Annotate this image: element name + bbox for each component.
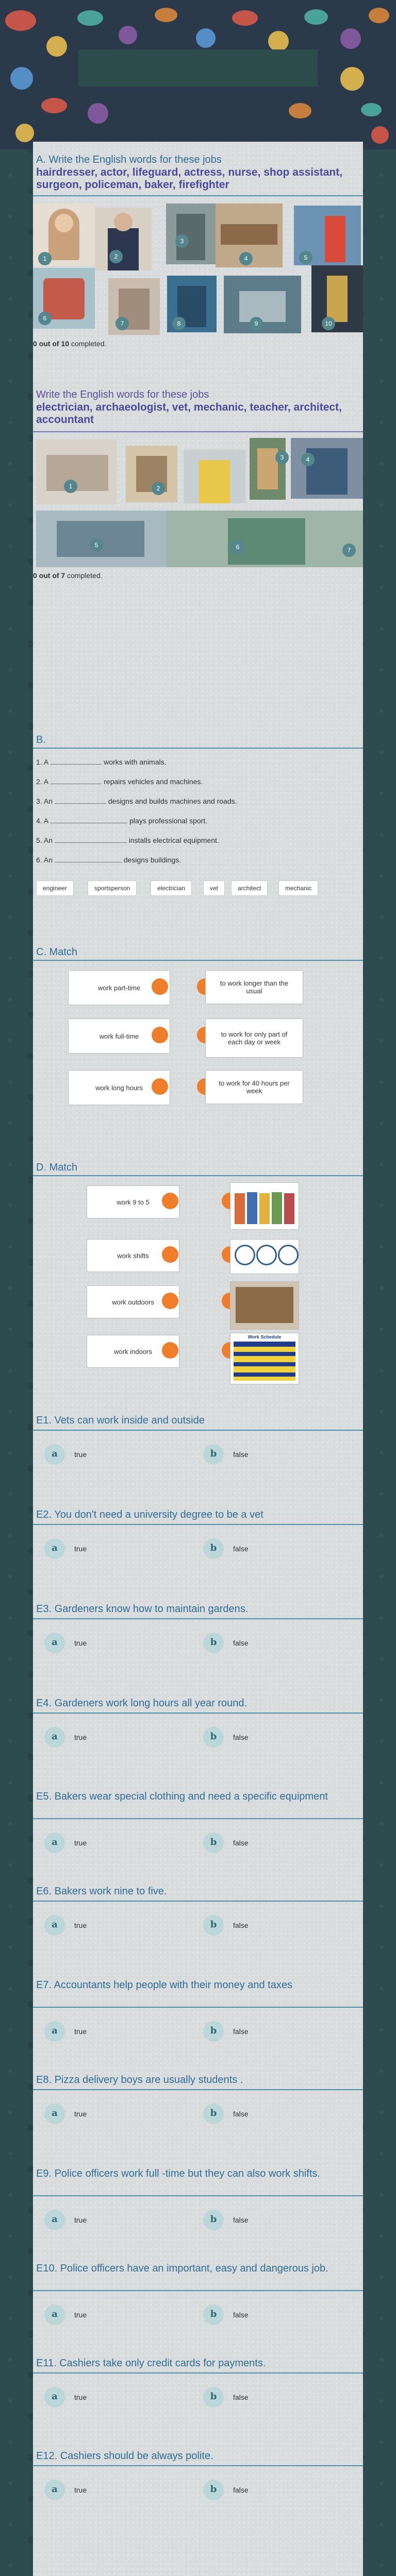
match-left-1[interactable]: work part-time: [68, 970, 170, 1005]
divider: [33, 960, 363, 961]
schedule-title: Work Schedule: [248, 1334, 282, 1340]
option-a-badge[interactable]: a: [44, 2480, 65, 2500]
question-text: E3. Gardeners know how to maintain gardens.: [36, 1603, 249, 1615]
divider: [33, 1175, 363, 1176]
section-a-progress: 0 out of 10 completed.: [33, 340, 107, 348]
divider: [33, 431, 363, 432]
question-e11: [33, 2357, 363, 2445]
job-photo-2: [95, 208, 152, 270]
divider: [33, 1901, 363, 1902]
match-connector-left-4[interactable]: [162, 1342, 178, 1359]
divider: [33, 2465, 363, 2466]
option-true-label[interactable]: true: [74, 2110, 87, 2118]
option-b-badge[interactable]: b: [203, 2480, 224, 2500]
section-a2-word-list: electrician, archaeologist, vet, mechanic, teacher, architect, accountant: [36, 401, 342, 426]
option-b-badge[interactable]: b: [203, 1633, 224, 1653]
sentence-5: 5. An installs electrical equipment.: [36, 836, 219, 844]
option-false-label[interactable]: false: [233, 1839, 249, 1847]
option-b-badge[interactable]: b: [203, 1833, 224, 1853]
question-text: E7. Accountants help people with their money and taxes: [36, 1979, 292, 1991]
option-false-label[interactable]: false: [233, 2393, 249, 2401]
divider: [33, 1524, 363, 1525]
option-b-badge[interactable]: b: [203, 1444, 224, 1465]
section-c-heading: C. Match: [36, 946, 78, 958]
section-a-word-list: hairdresser, actor, lifeguard, actress, nurse, shop assistant, surgeon, policeman, baker, firefighter: [36, 166, 343, 191]
drop-target-6[interactable]: 6: [38, 312, 52, 325]
job-photo-a2-7: [166, 511, 363, 567]
option-false-label[interactable]: false: [233, 1450, 249, 1459]
section-a2: [33, 389, 363, 667]
sentence-2: 2. A repairs vehicles and machines.: [36, 777, 203, 786]
drop-target-a2-1[interactable]: 1: [64, 480, 77, 493]
match-left-2[interactable]: work full-time: [68, 1019, 170, 1054]
section-d-heading: D. Match: [36, 1162, 78, 1173]
option-true-label[interactable]: true: [74, 2216, 87, 2224]
divider: [33, 1430, 363, 1431]
match-right-1[interactable]: to work longer than the usual: [205, 970, 303, 1004]
option-false-label[interactable]: false: [233, 1733, 249, 1741]
option-true-label[interactable]: true: [74, 1839, 87, 1847]
divider: [33, 2372, 363, 2374]
question-text: E6. Bakers work nine to five.: [36, 1886, 167, 1897]
divider: [33, 748, 363, 749]
drop-target-a2-5[interactable]: 5: [90, 538, 103, 552]
question-e2: [33, 1509, 363, 1596]
question-text: E9. Police officers work full -time but they can also work shifts.: [36, 2168, 320, 2179]
match-left-3[interactable]: work outdoors: [87, 1285, 179, 1318]
option-true-label[interactable]: true: [74, 2027, 87, 2036]
job-photo-3: [166, 204, 216, 264]
word-chip-sportsperson[interactable]: sportsperson: [88, 880, 137, 896]
question-text: E1. Vets can work inside and outside: [36, 1415, 205, 1426]
option-true-label[interactable]: true: [74, 1639, 87, 1647]
drop-target-3[interactable]: 3: [175, 234, 189, 248]
job-photo-a2-4: [250, 438, 286, 500]
drop-target-5[interactable]: 5: [299, 251, 312, 264]
option-a-badge[interactable]: a: [44, 1915, 65, 1936]
section-c: [33, 946, 363, 1116]
question-e12: [33, 2450, 363, 2537]
question-e5: [33, 1790, 363, 1878]
drop-target-a2-7[interactable]: 7: [342, 544, 356, 557]
divider: [33, 2089, 363, 2090]
question-text: E8. Pizza delivery boys are usually students .: [36, 2074, 243, 2086]
match-image-team[interactable]: [230, 1182, 299, 1230]
drop-target-2[interactable]: 2: [109, 250, 123, 263]
question-e4: [33, 1697, 363, 1785]
job-photo-a2-1: [36, 439, 117, 504]
option-false-label[interactable]: false: [233, 1639, 249, 1647]
job-photo-a2-3: [184, 450, 245, 503]
option-b-badge[interactable]: b: [203, 1538, 224, 1559]
job-photo-10: [311, 265, 363, 332]
section-d: [33, 1162, 363, 1388]
sentence-1: 1. A works with animals.: [36, 758, 167, 766]
divider: [33, 1818, 363, 1819]
question-text: E5. Bakers wear special clothing and need a specific equipment: [36, 1791, 328, 1802]
option-a-badge[interactable]: a: [44, 1833, 65, 1853]
section-a2-progress: 0 out of 7 completed.: [33, 571, 103, 580]
answer-blank-6[interactable]: [55, 855, 122, 862]
option-false-label[interactable]: false: [233, 1545, 249, 1553]
section-b-heading: B.: [36, 734, 46, 745]
divider: [33, 2007, 363, 2008]
section-a-heading: A. Write the English words for these jobs: [36, 154, 222, 165]
option-a-badge[interactable]: a: [44, 2104, 65, 2124]
option-false-label[interactable]: false: [233, 2486, 249, 2494]
section-a2-heading: Write the English words for these jobs: [36, 389, 209, 400]
option-b-badge[interactable]: b: [203, 2387, 224, 2408]
title-box: [78, 49, 318, 87]
match-image-schedule[interactable]: [230, 1333, 299, 1384]
drop-target-a2-3[interactable]: 3: [275, 451, 289, 464]
question-text: E11. Cashiers take only credit cards for payments.: [36, 2358, 266, 2369]
section-b: [33, 734, 363, 892]
answer-blank-3[interactable]: [55, 796, 106, 804]
question-e9: [33, 2167, 363, 2255]
option-false-label[interactable]: false: [233, 1921, 249, 1929]
option-a-badge[interactable]: a: [44, 1538, 65, 1559]
match-connector-left-2[interactable]: [152, 1027, 168, 1043]
drop-target-a2-4[interactable]: 4: [301, 453, 315, 466]
option-true-label[interactable]: true: [74, 2393, 87, 2401]
match-connector-left-3[interactable]: [152, 1078, 168, 1095]
answer-blank-1[interactable]: [50, 757, 102, 765]
match-left-1[interactable]: work 9 to 5: [87, 1185, 179, 1218]
drop-target-8[interactable]: 8: [172, 317, 186, 330]
option-a-badge[interactable]: a: [44, 2210, 65, 2230]
option-b-badge[interactable]: b: [203, 2210, 224, 2230]
header-banner: [0, 0, 396, 149]
sentence-6: 6. An designs buildings.: [36, 856, 181, 864]
question-text: E4. Gardeners work long hours all year round.: [36, 1698, 248, 1709]
option-b-badge[interactable]: b: [203, 2104, 224, 2124]
option-true-label[interactable]: true: [74, 2311, 87, 2319]
drop-target-4[interactable]: 4: [239, 252, 253, 265]
option-true-label[interactable]: true: [74, 2486, 87, 2494]
match-left-3[interactable]: work long hours: [68, 1070, 170, 1105]
question-e8: [33, 2074, 363, 2161]
sentence-3: 3. An designs and builds machines and roads.: [36, 797, 237, 805]
match-connector-left-2[interactable]: [162, 1246, 178, 1263]
option-b-badge[interactable]: b: [203, 2021, 224, 2042]
job-photo-a2-5: [291, 438, 363, 499]
option-b-badge[interactable]: b: [203, 1727, 224, 1748]
match-image-outdoors[interactable]: [230, 1281, 299, 1330]
drop-target-1[interactable]: 1: [38, 252, 52, 265]
option-a-badge[interactable]: a: [44, 1444, 65, 1465]
answer-blank-4[interactable]: [50, 816, 127, 823]
option-false-label[interactable]: false: [233, 2027, 249, 2036]
divider: [33, 2195, 363, 2196]
divider: [33, 195, 363, 196]
divider: [33, 1618, 363, 1619]
match-right-3[interactable]: to work for 40 hours per week: [205, 1070, 303, 1104]
option-true-label[interactable]: true: [74, 1733, 87, 1741]
answer-blank-5[interactable]: [55, 835, 127, 843]
match-connector-left-1[interactable]: [162, 1193, 178, 1209]
drop-target-7[interactable]: 7: [116, 317, 129, 330]
match-right-2[interactable]: to work for only part of each day or week: [205, 1019, 303, 1058]
question-e1: [33, 1414, 363, 1502]
answer-blank-2[interactable]: [50, 776, 102, 784]
question-e3: [33, 1603, 363, 1690]
option-a-badge[interactable]: a: [44, 2387, 65, 2408]
word-chip-vet[interactable]: vet: [203, 880, 225, 896]
word-chip-architect[interactable]: architect: [231, 880, 268, 896]
option-b-badge[interactable]: b: [203, 1915, 224, 1936]
word-chip-electrician[interactable]: electrician: [151, 880, 192, 896]
question-text: E2. You don't need a university degree to be a vet: [36, 1509, 263, 1520]
question-e6: [33, 1885, 363, 1973]
word-chip-mechanic[interactable]: mechanic: [278, 880, 318, 896]
drop-target-a2-6[interactable]: 6: [231, 540, 244, 554]
sentence-4: 4. A plays professional sport.: [36, 817, 208, 825]
word-chip-engineer[interactable]: engineer: [36, 880, 74, 896]
worksheet-page: [33, 142, 363, 2576]
option-a-badge[interactable]: a: [44, 2021, 65, 2042]
option-true-label[interactable]: true: [74, 1450, 87, 1459]
drop-target-9[interactable]: 9: [250, 317, 263, 330]
option-true-label[interactable]: true: [74, 1545, 87, 1553]
option-false-label[interactable]: false: [233, 2216, 249, 2224]
option-a-badge[interactable]: a: [44, 2304, 65, 2325]
match-connector-left-1[interactable]: [152, 978, 168, 995]
option-true-label[interactable]: true: [74, 1921, 87, 1929]
match-connector-left-3[interactable]: [162, 1293, 178, 1309]
job-photo-a2-2: [126, 446, 177, 502]
drop-target-10[interactable]: 10: [322, 317, 335, 330]
option-a-badge[interactable]: a: [44, 1633, 65, 1653]
question-text: E10. Police officers have an important, easy and dangerous job.: [36, 2263, 328, 2274]
match-left-4[interactable]: work indoors: [87, 1335, 179, 1368]
section-a: [33, 142, 363, 415]
option-a-badge[interactable]: a: [44, 1727, 65, 1748]
match-image-clocks[interactable]: [230, 1239, 299, 1274]
drop-target-a2-2[interactable]: 2: [152, 482, 165, 495]
divider: [33, 2290, 363, 2291]
option-b-badge[interactable]: b: [203, 2304, 224, 2325]
option-false-label[interactable]: false: [233, 2110, 249, 2118]
match-left-2[interactable]: work shifts: [87, 1239, 179, 1272]
option-false-label[interactable]: false: [233, 2311, 249, 2319]
job-photo-a2-6: [36, 511, 166, 567]
divider: [33, 1713, 363, 1714]
question-e7: [33, 1979, 363, 2066]
question-text: E12. Cashiers should be always polite.: [36, 2450, 213, 2462]
question-e10: [33, 2262, 363, 2350]
